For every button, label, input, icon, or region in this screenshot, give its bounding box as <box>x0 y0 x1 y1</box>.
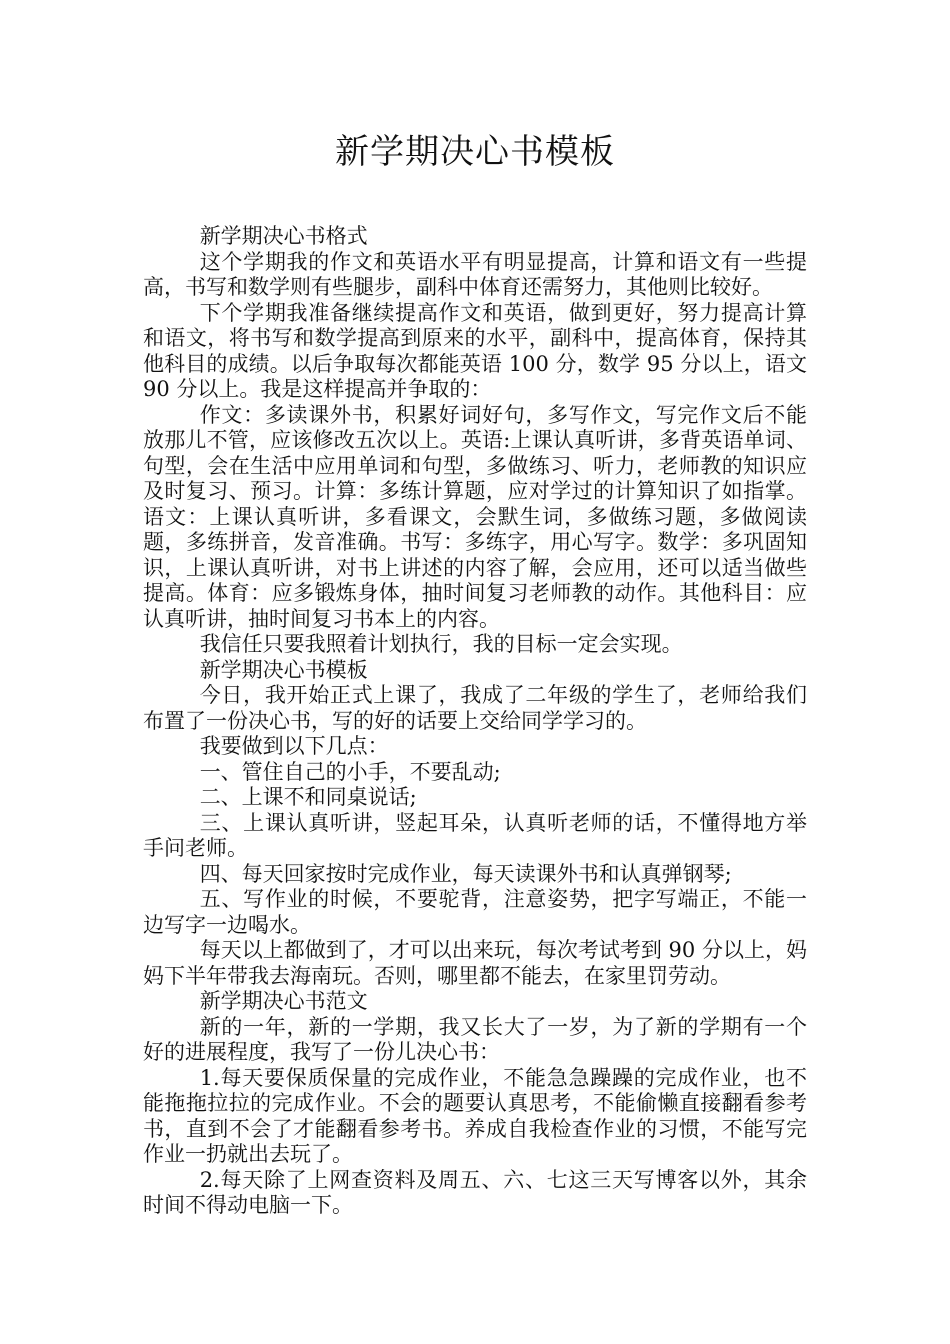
paragraph: 五、写作业的时候，不要驼背，注意姿势，把字写端正，不能一边写字一边喝水。 <box>143 887 807 937</box>
paragraph: 1.每天要保质保量的完成作业，不能急急躁躁的完成作业，也不能拖拖拉拉的完成作业。不会的题要认真思考，不能偷懒直接翻看参考书，直到不会了才能翻看参考书。养成自我检查作业的习惯，不能写完作业一扔就出去玩了。 <box>143 1065 807 1166</box>
paragraph: 新的一年，新的一学期，我又长大了一岁，为了新的学期有一个好的进展程度，我写了一份儿决心书： <box>143 1014 807 1064</box>
paragraph: 2.每天除了上网查资料及周五、六、七这三天写博客以外，其余时间不得动电脑一下。 <box>143 1167 807 1217</box>
document-title: 新学期决心书模板 <box>335 132 615 172</box>
paragraph: 今日，我开始正式上课了，我成了二年级的学生了，老师给我们布置了一份决心书，写的好的话要上交给同学学习的。 <box>143 683 807 733</box>
paragraph: 下个学期我准备继续提高作文和英语，做到更好，努力提高计算和语文，将书写和数学提高到原来的水平，副科中，提高体育，保持其他科目的成绩。以后争取每次都能英语 100 分，数学 95 分以上，语文 90 分以上。我是这样提高并争取的： <box>143 300 807 401</box>
paragraph: 一、管住自己的小手，不要乱动; <box>199 759 501 784</box>
paragraph: 我要做到以下几点： <box>199 734 389 758</box>
paragraph: 这个学期我的作文和英语水平有明显提高，计算和语文有一些提高，书写和数学则有些腿步，副科中体育还需努力，其他则比较好。 <box>143 249 807 299</box>
paragraph: 二、上课不和同桌说话; <box>199 785 417 809</box>
paragraph: 作文：多读课外书，积累好词好句，多写作文，写完作文后不能放那儿不管，应该修改五次以上。英语:上课认真听讲，多背英语单词、句型，会在生活中应用单词和句型，多做练习、听力，老师教的知识应及时复习、预习。计算：多练计算题，应对学过的计算知识了如指掌。语文：上课认真听讲，多看课文，会默生词，多做练习题，多做阅读题，多练拼音，发音准确。书写：多练字，用心写字。数学：多巩固知识，上课认真听讲，对书上讲述的内容了解，会应用，还可以适当做些提高。体育：应多锻炼身体，抽时间复习老师教的动作。其他科目：应认真听讲，抽时间复习书本上的内容。 <box>143 402 807 631</box>
paragraph: 四、每天回家按时完成作业，每天读课外书和认真弹钢琴; <box>199 861 732 886</box>
paragraph: 三、上课认真听讲，竖起耳朵，认真听老师的话，不懂得地方举手问老师。 <box>143 810 807 860</box>
paragraph: 我信任只要我照着计划执行，我的目标一定会实现。 <box>199 632 683 656</box>
paragraph: 新学期决心书范文 <box>199 989 368 1013</box>
paragraph: 每天以上都做到了，才可以出来玩，每次考试考到 90 分以上，妈妈下半年带我去海南玩。否则，哪里都不能去，在家里罚劳动。 <box>143 938 807 988</box>
paragraph: 新学期决心书格式 <box>199 224 368 248</box>
document-body <box>143 224 807 1219</box>
paragraph: 新学期决心书模板 <box>199 657 368 682</box>
